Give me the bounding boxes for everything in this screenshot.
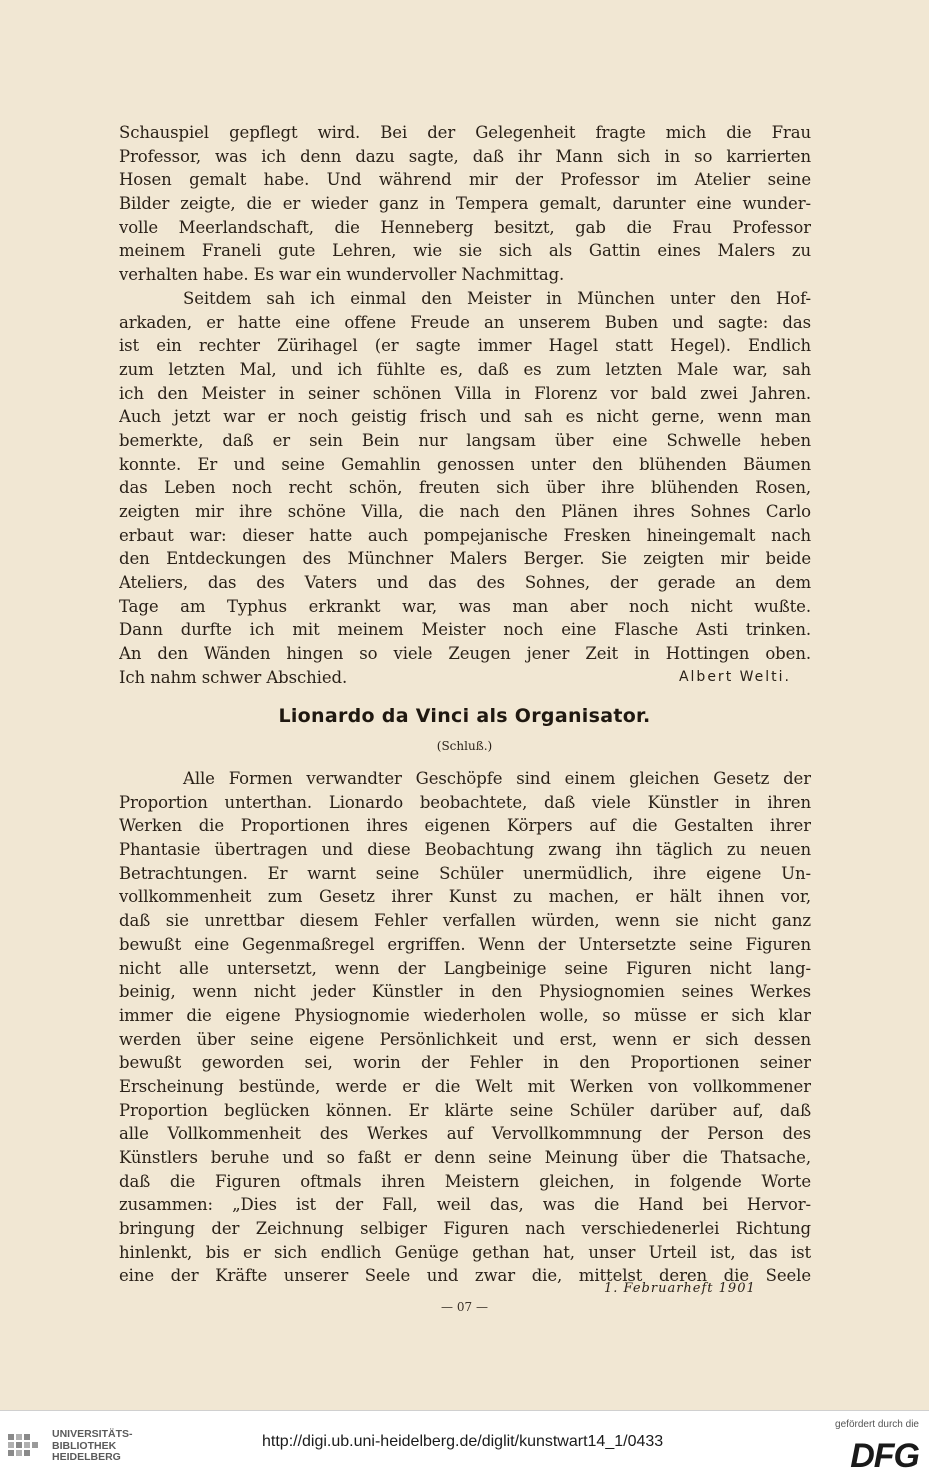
text-line: eine der Kräfte unserer Seele und zwar die, mittelst deren die Seele (119, 1266, 811, 1286)
text-line: Proportion beglücken können. Er klärte seine Schüler darüber auf, daß (119, 1100, 811, 1120)
author-signature: Albert Welti. (678, 668, 791, 685)
text-line: Tage am Typhus erkrankt war, was man aber noch nicht wußte. (119, 596, 811, 616)
text-line: Hosen gemalt habe. Und während mir der Professor im Atelier seine (119, 170, 811, 190)
text-line: bewußt geworden sei, worin der Fehler in den Proportionen seiner (119, 1053, 811, 1073)
dfg-logo: DFG (850, 1437, 919, 1475)
text-line: arkaden, er hatte eine offene Freude an unserem Buben und sagte: das (119, 312, 811, 332)
text-line: Phantasie übertragen und diese Beobachtung zwang ihn täglich zu neuen (119, 840, 811, 860)
text-line: bemerkte, daß er sein Bein nur langsam über eine Schwelle heben (119, 430, 811, 450)
issue-date: 1. Februarheft 1901 (604, 1281, 756, 1296)
text-line: ist ein rechter Zürihagel (er sagte immer Hagel statt Hegel). Endlich (119, 336, 811, 356)
text-line: Ateliers, das des Vaters und das des Sohnes, der gerade an dem (119, 573, 811, 593)
text-line: zeigten mir ihre schöne Villa, die nach den Plänen ihres Sohnes Carlo (119, 502, 811, 521)
article-subtitle: (Schluß.) (436, 739, 493, 753)
text-line: daß sie unrettbar diesem Fehler verfallen würden, wenn sie nicht ganz (119, 911, 811, 931)
text-line: Künstlers beruhe und so faßt er denn seine Meinung über die Thatsache, (119, 1148, 811, 1167)
library-line: BIBLIOTHEK (52, 1439, 117, 1452)
text-line: bringung der Zeichnung selbiger Figuren nach verschiedenerlei Richtung (119, 1219, 811, 1239)
page-number: — 07 — (441, 1300, 488, 1314)
text-line: das Leben noch recht schön, freuten sich über ihre blühenden Rosen, (119, 478, 811, 498)
text-line: Erscheinung bestünde, werde er die Welt mit Werken von vollkommener (119, 1076, 811, 1096)
text-line: bewußt eine Gegenmaßregel ergriffen. Wenn der Untersetzte seine Figuren (119, 934, 811, 954)
text-line: verhalten habe. Es war ein wundervoller Nachmittag. (119, 265, 565, 285)
text-line: Alle Formen verwandter Geschöpfe sind einem gleichen Gesetz der (183, 769, 811, 788)
text-line: ich den Meister in seiner schönen Villa in Florenz vor bald zwei Jahren. (119, 383, 811, 403)
text-line: alle Vollkommenheit des Werkes auf Vervollkommnung der Person des (119, 1124, 811, 1144)
text-line: volle Meerlandschaft, die Henneberg besitzt, gab die Frau Professor (119, 217, 811, 237)
university-library-logo-icon (6, 1430, 46, 1466)
text-line: Seitdem sah ich einmal den Meister in München unter den Hof- (183, 288, 811, 308)
text-line: Auch jetzt war er noch geistig frisch und sah es nicht gerne, wenn man (119, 407, 811, 427)
text-line: Werken die Proportionen ihres eigenen Körpers auf die Gestalten ihrer (119, 816, 811, 836)
text-line: Bilder zeigte, die er wieder ganz in Tempera gemalt, darunter eine wunder- (119, 194, 811, 214)
text-line: daß die Figuren oftmals ihren Meistern gleichen, in folgende Worte (119, 1171, 811, 1191)
text-line: vollkommenheit zum Gesetz ihrer Kunst zu machen, er hält ihnen vor, (119, 887, 811, 907)
text-line: zum letzten Mal, und ich fühlte es, daß es zum letzten Male war, sah (119, 359, 811, 379)
text-line: zusammen: „Dies ist der Fall, weil das, was die Hand bei Hervor- (119, 1195, 811, 1215)
library-line: UNIVERSITÄTS- (52, 1428, 133, 1440)
text-line: den Entdeckungen des Münchner Malers Berger. Sie zeigten mir beide (119, 549, 811, 569)
text-line: nicht alle untersetzt, wenn der Langbeinige seine Figuren nicht lang- (119, 958, 811, 978)
university-library-name (52, 1429, 133, 1464)
text-line: werden über seine eigene Persönlichkeit und erst, wenn er sich dessen (119, 1029, 811, 1049)
text-line: meinem Franeli gute Lehren, wie sie sich als Gattin eines Malers zu (119, 241, 811, 261)
closing-line (119, 666, 811, 690)
text-line: immer die eigene Physiognomie wiederholen wolle, so müsse er sich klar (119, 1005, 811, 1025)
article-title: Lionardo da Vinci als Organisator. (278, 705, 651, 727)
text-line: beinig, wenn nicht jeder Künstler in den Physiognomien seines Werkes (119, 982, 811, 1002)
text-line: Betrachtungen. Er warnt seine Schüler unermüdlich, ihre eigene Un- (119, 863, 811, 883)
previous-article-ending (119, 121, 811, 690)
text-line: Dann durfte ich mit meinem Meister noch eine Flasche Asti trinken. (119, 620, 811, 640)
viewer-footer-bar (0, 1410, 929, 1480)
sponsor-label: gefördert durch die (835, 1419, 919, 1430)
text-line: Proportion unterthan. Lionardo beobachtete, daß viele Künstler in ihren (119, 792, 811, 812)
library-line: HEIDELBERG (52, 1451, 121, 1463)
article-body (119, 767, 811, 1288)
text-line: erbaut war: dieser hatte auch pompejanische Fresken hineingemalt nach (119, 525, 811, 545)
text-line: hinlenkt, bis er sich endlich Genüge gethan hat, unser Urteil ist, das ist (119, 1242, 811, 1262)
text-line: Schauspiel gepflegt wird. Bei der Gelegenheit fragte mich die Frau (119, 123, 811, 142)
text-line: Ich nahm schwer Abschied. (119, 667, 348, 687)
text-line: An den Wänden hingen so viele Zeugen jener Zeit in Hottingen oben. (119, 644, 811, 664)
text-line: Professor, was ich denn dazu sagte, daß ihr Mann sich in so karrierten (119, 146, 811, 166)
text-line: konnte. Er und seine Gemahlin genossen unter den blühenden Bäumen (119, 454, 811, 474)
permalink-url[interactable]: http://digi.ub.uni-heidelberg.de/diglit/kunstwart14_1/0433 (262, 1433, 664, 1450)
